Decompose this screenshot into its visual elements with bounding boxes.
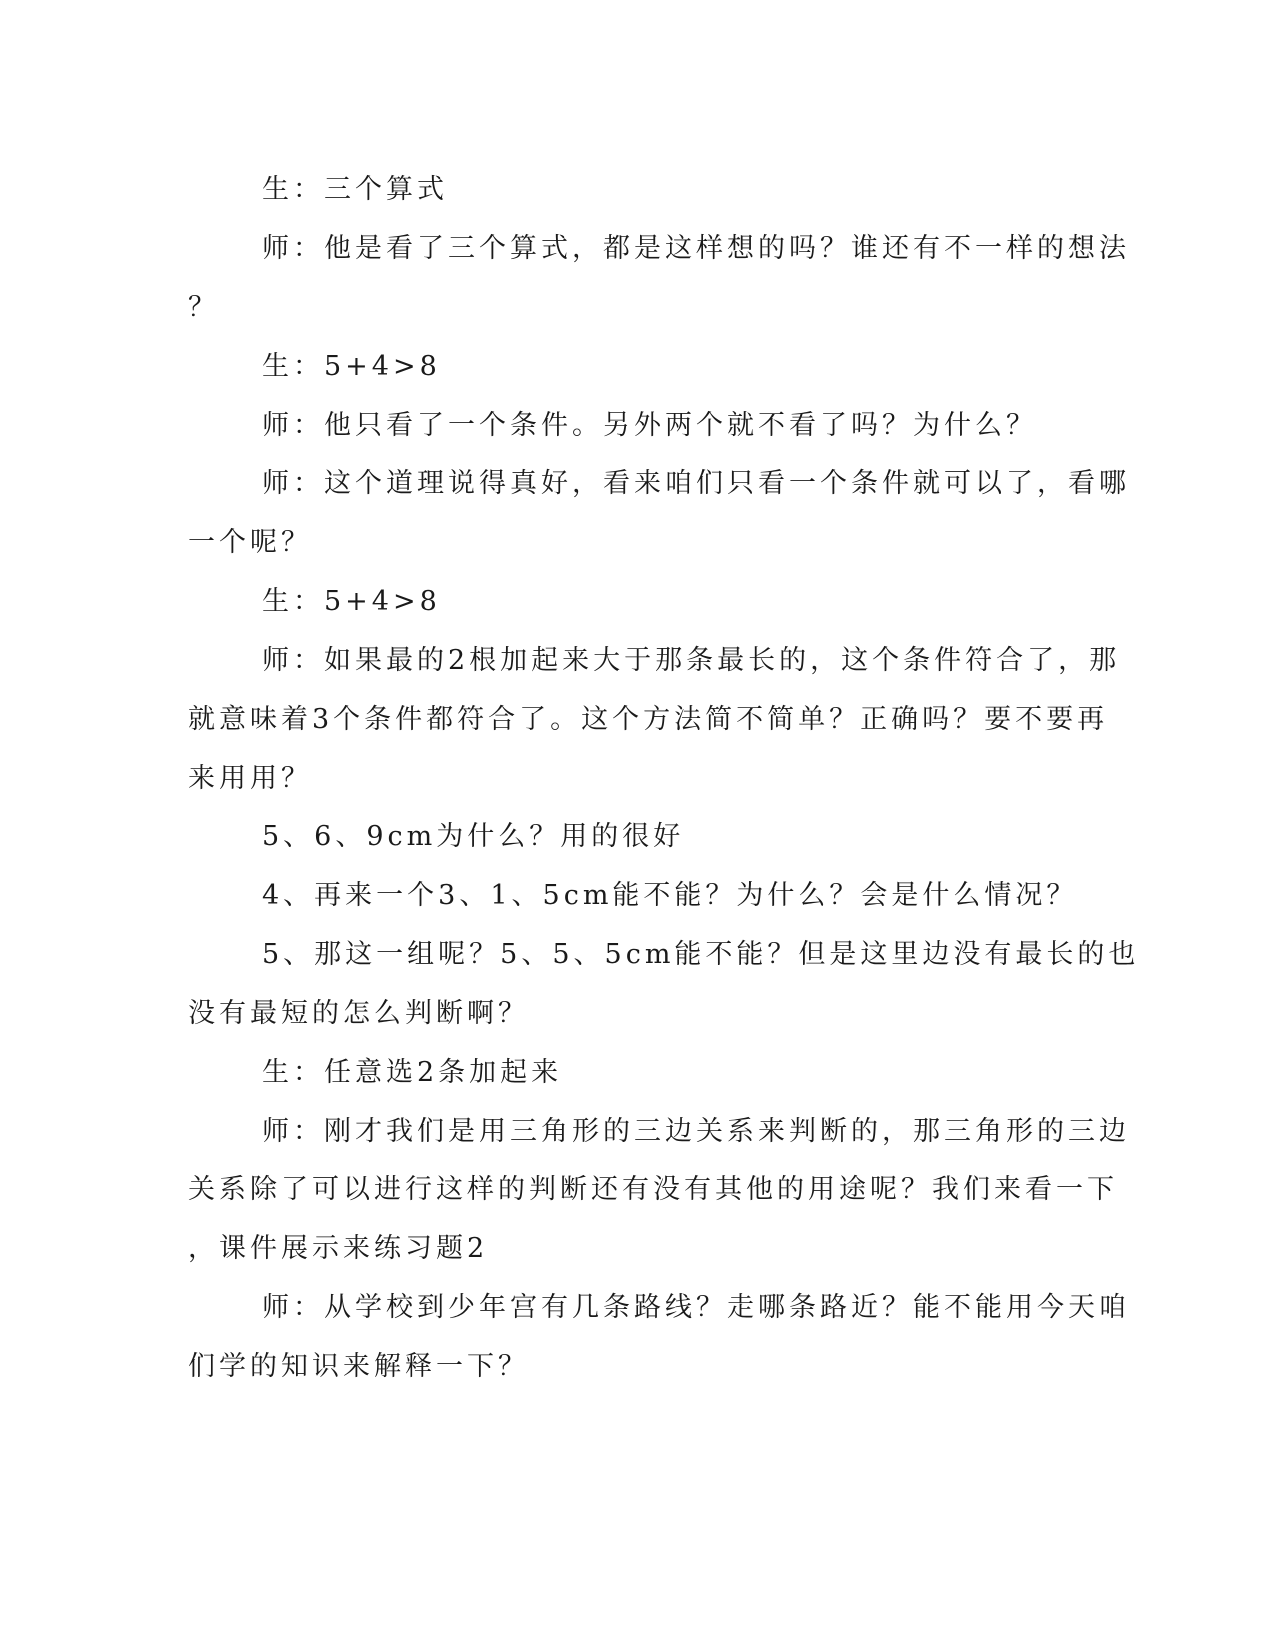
paragraph-line: 就意味着3个条件都符合了。这个方法简不简单？正确吗？要不要再 xyxy=(188,704,1109,735)
paragraph-line: 一个呢？ xyxy=(188,527,312,558)
paragraph-line: 生：三个算式 xyxy=(262,174,448,205)
paragraph-line: 师：他是看了三个算式，都是这样想的吗？谁还有不一样的想法 xyxy=(262,233,1130,264)
paragraph-line: 师：刚才我们是用三角形的三边关系来判断的，那三角形的三边 xyxy=(262,1116,1130,1147)
paragraph-line: 5、6、9cm为什么？用的很好 xyxy=(262,821,685,852)
paragraph-line: 生：任意选2条加起来 xyxy=(262,1057,563,1088)
paragraph-line: 关系除了可以进行这样的判断还有没有其他的用途呢？我们来看一下 xyxy=(188,1174,1118,1205)
paragraph-line: 生：5+4>8 xyxy=(262,351,441,382)
paragraph-line: 师：如果最的2根加起来大于那条最长的，这个条件符合了，那 xyxy=(262,645,1121,676)
paragraph-line: 师：这个道理说得真好，看来咱们只看一个条件就可以了，看哪 xyxy=(262,468,1130,499)
paragraph-line: 师：他只看了一个条件。另外两个就不看了吗？为什么？ xyxy=(262,410,1037,441)
paragraph-line: 生：5+4>8 xyxy=(262,586,441,617)
paragraph-line: 师：从学校到少年宫有几条路线？走哪条路近？能不能用今天咱 xyxy=(262,1292,1130,1323)
paragraph-line: 4、再来一个3、1、5cm能不能？为什么？会是什么情况？ xyxy=(262,880,1078,911)
paragraph-line: 5、那这一组呢？5、5、5cm能不能？但是这里边没有最长的也 xyxy=(262,939,1140,970)
paragraph-line: ？ xyxy=(188,292,219,323)
paragraph-line: 们学的知识来解释一下？ xyxy=(188,1351,529,1382)
paragraph-line: 来用用？ xyxy=(188,763,312,794)
paragraph-line: ，课件展示来练习题2 xyxy=(188,1233,489,1264)
paragraph-line: 没有最短的怎么判断啊？ xyxy=(188,998,529,1029)
